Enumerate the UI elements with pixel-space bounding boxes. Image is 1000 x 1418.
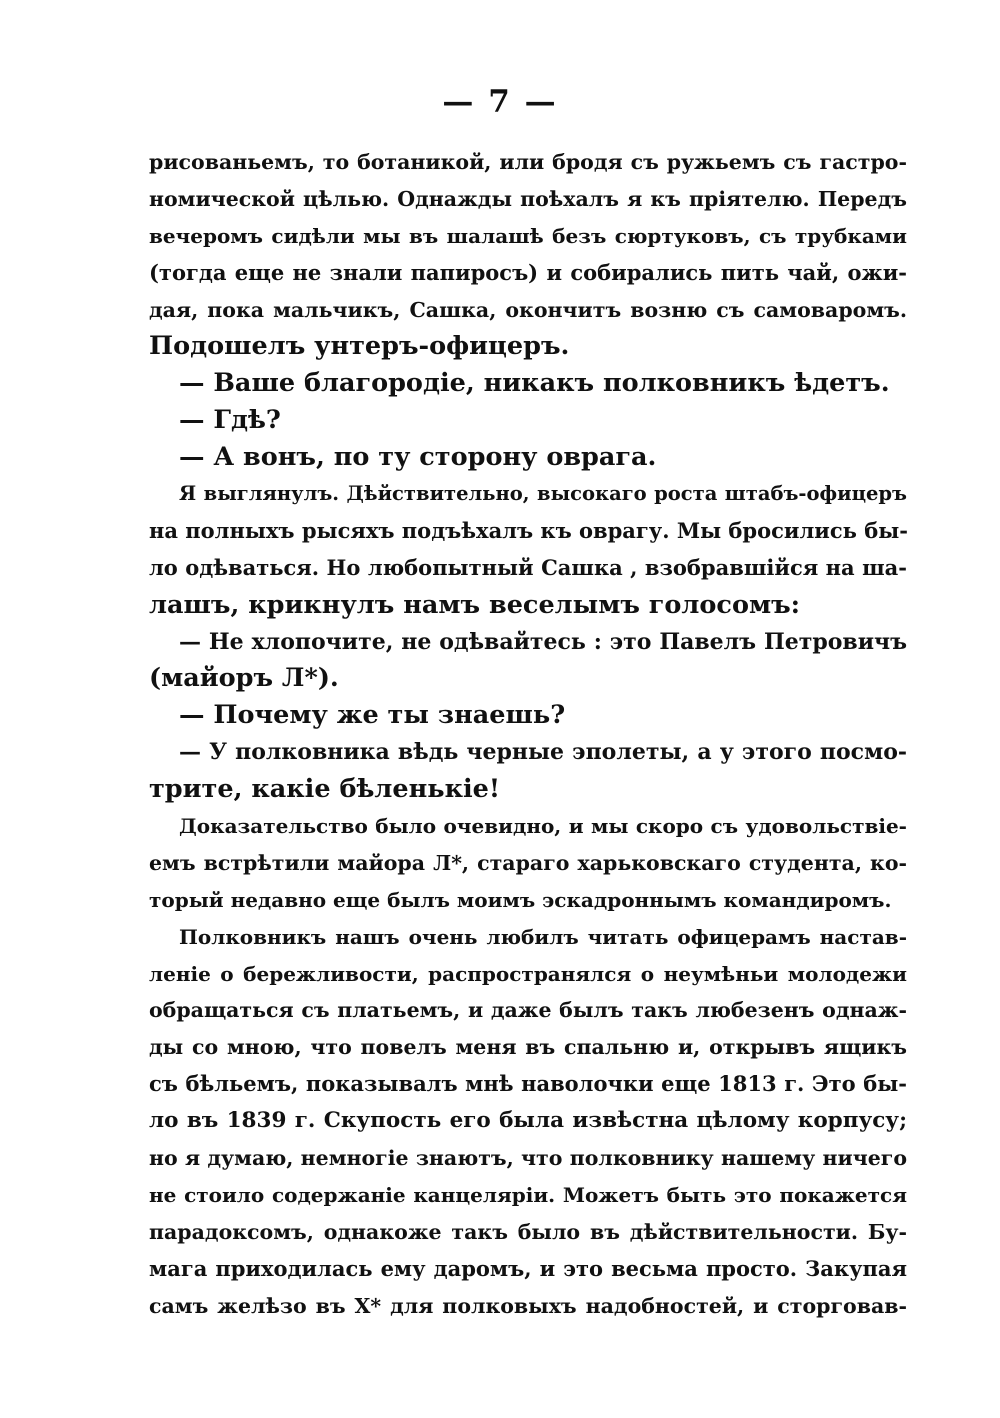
text-line: съ бѣльемъ, показывалъ мнѣ наволочки еще 1813 г. Это бы-	[149, 1071, 907, 1097]
text-line: — А вонъ, по ту сторону оврага.	[179, 442, 657, 473]
text-line: самъ желѣзо въ Х* для полковыхъ надобностей, и сторговав-	[149, 1293, 907, 1318]
text-line: рисованьемъ, то ботаникой, или бродя съ ружьемъ съ гастро-	[149, 150, 907, 174]
text-line: (майоръ Л*).	[149, 663, 339, 694]
page-number: — 7 —	[442, 84, 558, 120]
text-line: дая, пока мальчикъ, Сашка, окончитъ возню съ самоваромъ.	[149, 297, 907, 322]
text-line: Подошелъ унтеръ-офицеръ.	[149, 331, 570, 362]
text-line: — Гдѣ?	[179, 405, 281, 436]
text-line: — У полковника вѣдь черные эполеты, а у этого посмо-	[179, 739, 907, 766]
text-line: обращаться съ платьемъ, и даже былъ такъ любезенъ однаж-	[149, 998, 907, 1023]
text-line: ло въ 1839 г. Скупость его была извѣстна цѣлому корпусу;	[149, 1108, 907, 1134]
text-line: но я думаю, немногіе знаютъ, что полковнику нашему ничего	[149, 1146, 907, 1171]
text-line: парадоксомъ, однакоже такъ было въ дѣйствительности. Бу-	[149, 1219, 907, 1244]
text-line: лашъ, крикнулъ намъ веселымъ голосомъ:	[149, 589, 801, 620]
text-line: вечеромъ сидѣли мы въ шалашѣ безъ сюртуковъ, съ трубками	[149, 223, 907, 248]
text-line: на полныхъ рысяхъ подъѣхалъ къ оврагу. Мы бросились бы-	[149, 517, 908, 543]
text-line: — Ваше благородіе, никакъ полковникъ ѣдетъ.	[179, 368, 890, 399]
text-line: Доказательство было очевидно, и мы скоро съ удовольствіе-	[179, 814, 907, 839]
text-line: — Почему же ты знаешь?	[179, 700, 566, 731]
text-line: номической цѣлью. Однажды поѣхалъ я къ пріятелю. Передъ	[149, 186, 907, 211]
text-line: емъ встрѣтили майора Л*, стараго харьковскаго студента, ко-	[149, 850, 907, 875]
text-line: торый недавно еще былъ моимъ эскадроннымъ командиромъ.	[149, 887, 892, 912]
text-line: трите, какіе бѣленькіе!	[149, 774, 501, 805]
text-line: леніе о бережливости, распространялся о неумѣньи молодежи	[149, 961, 907, 986]
text-line: не стоило содержаніе канцеляріи. Можетъ быть это покажется	[149, 1182, 907, 1207]
text-line: (тогда еще не знали папиросъ) и собирались пить чай, ожи-	[149, 259, 907, 285]
text-line: ло одѣваться. Но любопытный Сашка , взобравшійся на ша-	[149, 554, 907, 580]
text-line: мага приходилась ему даромъ, и это весьма просто. Закупая	[149, 1255, 907, 1281]
text-line: ды со мною, что повелъ меня въ спальню и, открывъ ящикъ	[149, 1035, 907, 1060]
body-text	[149, 144, 907, 1325]
text-line: — Не хлопочите, не одѣвайтесь : это Павелъ Петровичъ	[179, 628, 907, 655]
text-line: Полковникъ нашъ очень любилъ читать офицерамъ настав-	[179, 924, 907, 949]
text-line: Я выглянулъ. Дѣйствительно, высокаго роста штабъ-офицеръ	[179, 482, 907, 506]
